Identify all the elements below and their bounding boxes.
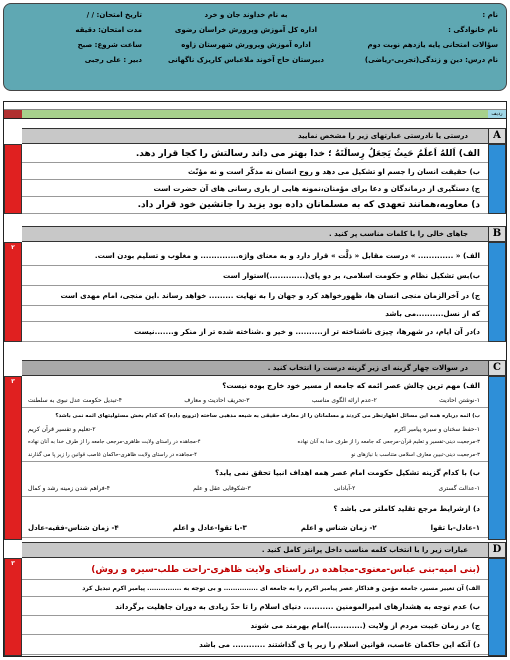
mcq-option[interactable]: ۲-تعلیم و تفسیر قرآن کریم: [28, 426, 96, 433]
question-item: ج) در آخرالزمان منجی انسان ها، ظهورخواهد کرد و جهان را به نهایت ......... خواهد رساند .این منجی، امام مهدی است: [22, 286, 488, 306]
subject-name: نام درس: دین و زندگی(تجربی-ریاضی): [364, 56, 498, 64]
exam-title: سؤالات امتحانی پایه یازدهم نوبت دوم: [367, 41, 498, 49]
mcq-option[interactable]: ۲-عدم ارائه الگوی مناسب: [311, 397, 377, 404]
exam-header: [3, 3, 507, 91]
exam-start-time: ساعت شروع: صبح: [77, 41, 142, 49]
mcq-options: [22, 481, 488, 497]
row-number-bar: [488, 242, 506, 342]
mcq-option[interactable]: ۴- زمان شناس-فقیه-عادل: [28, 524, 119, 532]
questions-table: [3, 101, 507, 657]
score-bar: [4, 376, 22, 540]
section-score: ۳: [11, 560, 15, 567]
mcq-question: د) ازشرایط مرجع تقلید کاملتر می باشد ؟: [333, 504, 480, 513]
mcq-options: [22, 423, 488, 436]
mcq-option[interactable]: ۱-حفظ سخنان و سیره پیامبر اکرم: [394, 426, 480, 433]
section-letter: C: [488, 360, 506, 376]
mcq-option[interactable]: ۳-تحریف احادیث و معارف: [184, 397, 250, 404]
school-name: دبیرستان حاج آخوند ملاعباس کاریزک ناگهانی: [168, 56, 324, 64]
mcq-option[interactable]: ۲- زمان شناس و اعلم: [300, 524, 377, 532]
mcq-option[interactable]: ۴-تبدیل حکومت عدل نبوی به سلطنت: [28, 397, 122, 404]
mcq-option[interactable]: ۳-مرجعیت دینی-تفسیر و تعلیم قرآن-مرجعی که جامعه را از طرف خدا به آنان نهاده: [297, 439, 480, 445]
student-name: نام :: [482, 11, 498, 19]
word-bank: (بنی امیه-بنی عباس-معنوی-مجاهده در راستای ولایت ظاهری-راحت طلب-سیره و روش): [22, 560, 488, 580]
question-item: ج) در زمان غیبت مردم از ولایت (............)امام بهرمند می شوند: [22, 616, 488, 635]
section-letter: B: [488, 226, 506, 242]
section-letter: D: [488, 542, 506, 558]
score-bar: [4, 558, 22, 656]
section-title: درستی یا نادرستی عبارتهای زیر را مشخص نمایید: [22, 128, 488, 144]
score-header: [4, 110, 22, 118]
mcq-options: [22, 518, 488, 538]
dept-local: اداره آموزش وپرورش شهرستان زاوه: [181, 41, 311, 49]
question-item: د)در آن ایام، در شهرها، چیزی ناشناخته تر از.......... و خیر و .شناخته شده تر از منکر و.......نیست: [22, 322, 488, 342]
student-family: نام خانوادگی :: [448, 26, 498, 34]
mcq-option[interactable]: ۲-آبادانی: [333, 485, 356, 492]
mcq-options: [22, 394, 488, 408]
question-item: د) معاویه،همانند تعهدی که به مسلمانان داده بود یزید را جانشین خود قرار داد.: [22, 197, 488, 214]
question-item: که از نسل..........می باشد: [22, 306, 488, 322]
mcq-question: ب) با کدام گزینه تشکیل حکومت امام عصر همه اهداف انبیا تحقق نمی یابد؟: [215, 468, 480, 477]
section-score: ۳: [11, 378, 15, 385]
mcq-question: الف) مهم ترین چالش عصر ائمه که جامعه از مسیر خود خارج بوده نیست؟: [222, 381, 480, 390]
exam-duration: مدت امتحان: دقیقه: [75, 26, 142, 34]
mcq-options: [22, 436, 488, 449]
section-title: در سوالات چهار گزینه ای زیر گزینه درست را انتخاب کنید .: [22, 360, 488, 376]
mcq-option[interactable]: ۳-شکوفایی عقل و علم: [193, 485, 251, 492]
table-header-row: [4, 110, 506, 119]
mcq-option[interactable]: ۱-عادل-با تقوا: [430, 524, 480, 532]
row-number-bar: [488, 376, 506, 540]
section-letter: A: [488, 128, 506, 144]
header-exam-info: [12, 8, 142, 68]
table-top-bar: [4, 102, 506, 110]
score-bar: [4, 144, 22, 214]
question-item: الف) اَللهُ اَعلَمُ حَیثُ یَجعَلُ رِسالَتَهُ ؛ خدا بهتر می داند رسالتش را کجا قرار دهد.: [22, 146, 488, 163]
question-item: ج) دستگیری از درماندگان و دعا برای مؤمنان،نمونه هایی از یاری رسانی های آن حضرت است: [22, 180, 488, 197]
question-item: الف) « ............. » درست مقابل « ذلَّت » قرار دارد و به معنای واژه.............. و مغلوب و تسلیم بودن است.: [22, 246, 488, 266]
basmala: به نام خداوند جان و خرد: [204, 11, 288, 19]
mcq-option[interactable]: ۱-نوشتن احادیث: [439, 397, 480, 404]
teacher-name: دبیر : علی رجبی: [84, 56, 142, 64]
section-title: جاهای خالی را با کلمات مناسب پر کنید .: [22, 226, 488, 242]
mcq-option[interactable]: ۱-عدالت گستری: [438, 485, 480, 492]
mcq-option[interactable]: ۴-مجاهده در راستای ولایت ظاهری-حاکمان غاصب قوانین را زیر پا می گذارند: [28, 452, 197, 458]
mcq-option[interactable]: ۴-فراهم شدن زمینه رشد و کمال: [28, 485, 110, 492]
exam-date: تاریخ امتحان: / /: [86, 11, 142, 19]
row-number-header: ردیف: [488, 110, 506, 118]
question-item: ب)بس تشکیل نظام و حکومت اسلامی، بر دو پای(.............)استوار است: [22, 266, 488, 286]
header-student-info: [348, 8, 498, 68]
question-item: د) آنکه این حاکمان غاصب، قوانین اسلام را زیر پا ی گذاشتند ............ می باشد: [22, 635, 488, 655]
score-bar: [4, 242, 22, 342]
mcq-options: [22, 449, 488, 462]
question-item: ب) حقیقت انسان را جسم او تشکیل می دهد و روح انسان نه مذکّر است و نه مؤنّث: [22, 163, 488, 180]
mcq-option[interactable]: ۴-مجاهده در راستای ولایت ظاهری-مرجعی جامعه را از طرف خدا به آنان نهاده: [28, 439, 201, 445]
row-number-bar: [488, 144, 506, 214]
section-title: عبارات زیر را با انتخاب کلمه مناسب داخل پرانتز کامل کنید .: [22, 542, 488, 558]
question-item: الف) آن تغییر مسیر، جامعه مؤمن و فداکار عصر پیامبر اکرم را به جامعه ای ............... و بی توجه به ............... پیامبر اکرم تبدیل کرد: [22, 580, 488, 597]
row-number-bar: [488, 558, 506, 656]
question-item: ب) عدم توجه به هشدارهای امیرالمومنین ........... دنیای اسلام را تا حدّ زیادی به دوران جاهلیت برگرداند: [22, 597, 488, 616]
dept-general: اداره کل آموزش وپرورش خراسان رضوی: [174, 26, 318, 34]
exam-page: [3, 3, 507, 657]
mcq-question: ب) ائمه درباره همه این مسائل اظهارنظر می کردند و مسلمانان را از معارف حقیقی به شیعه مذهبی ساخته (ترویج داده) که کدام بخش مسئولیتهای ائمه نمی باشد؟: [55, 413, 480, 419]
mcq-option[interactable]: ۳-با تقوا-عادل و اعلم: [172, 524, 247, 532]
question-header: [22, 110, 488, 118]
section-score: ۲: [11, 244, 15, 251]
mcq-option[interactable]: ۳-مرجعیت دینی-تبیین معارف اسلامی متناسب با نیازهای نو: [351, 452, 480, 458]
header-org-info: [146, 8, 346, 68]
